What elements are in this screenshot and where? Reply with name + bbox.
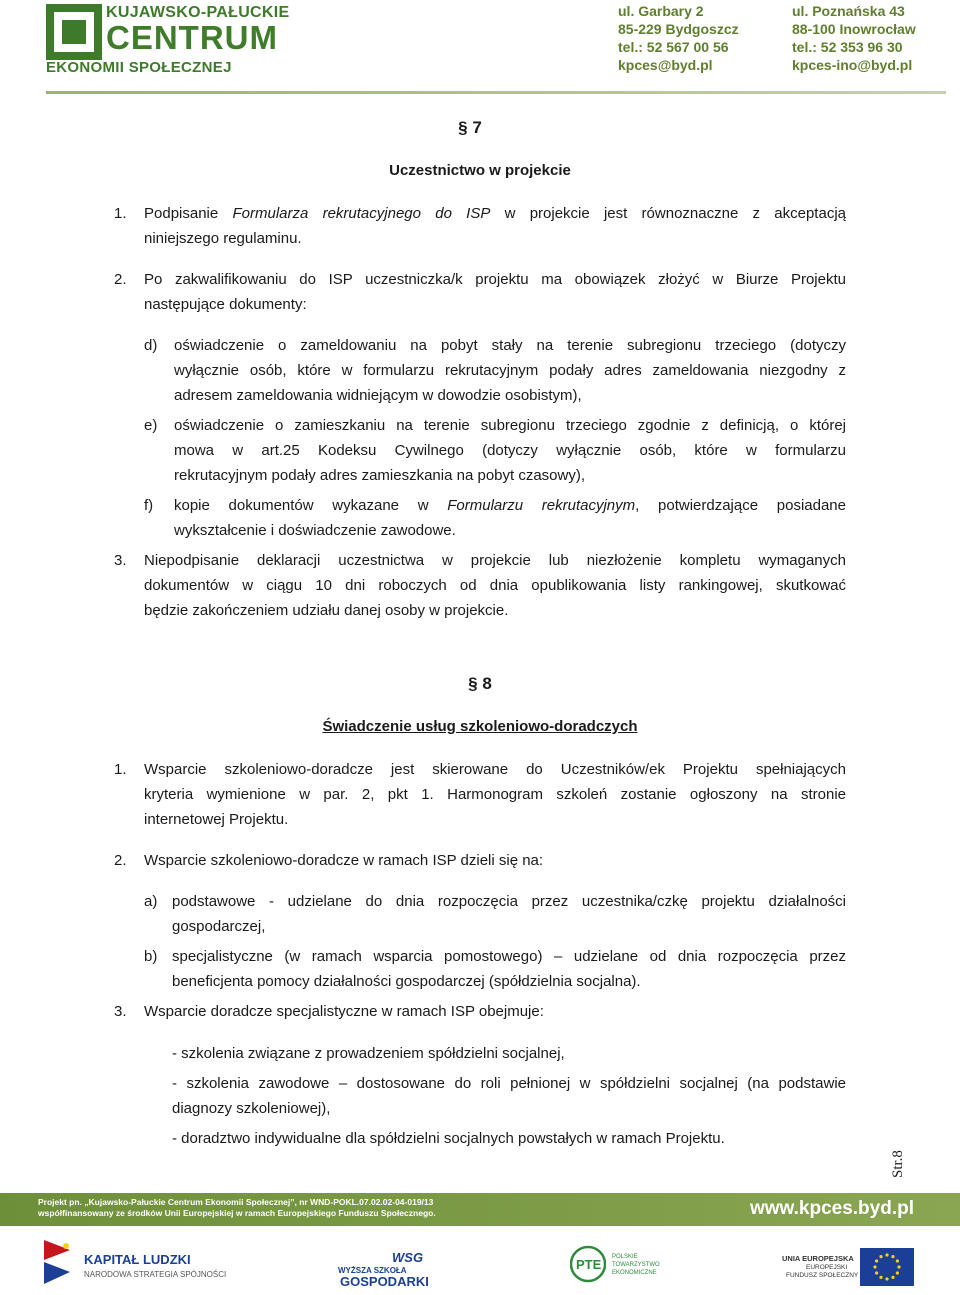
paragraph-line: kryteria wymienione w par. 2, pkt 1. Harmonogram szkoleń zostanie ogłoszony na stronie — [144, 786, 846, 803]
section-7-mark: § 7 — [458, 118, 482, 137]
list-letter: f) — [144, 497, 154, 514]
paragraph-line: specjalistyczne (w ramach wsparcia pomostowego) – udzielane od dnia rozpoczęcia przez — [172, 948, 846, 965]
eu-star-icon — [873, 1265, 876, 1268]
logo-line-1: KUJAWSKO-PAŁUCKIE — [106, 4, 290, 21]
list-item: diagnozy szkoleniowej), — [172, 1100, 331, 1117]
paragraph-line: mowa w art.25 Kodeksu Cywilnego (dotyczy wyłącznie osób, które w formularzu — [174, 442, 846, 459]
email-link[interactable]: kpces@byd.pl — [618, 57, 713, 73]
paragraph-line: następujące dokumenty: — [144, 296, 307, 313]
pte-mark: PTE — [576, 1257, 602, 1272]
eu-star-icon — [891, 1276, 894, 1279]
eu-star-icon — [879, 1276, 882, 1279]
section-8-mark: § 8 — [468, 674, 492, 693]
logo-line-3: EKONOMII SPOŁECZNEJ — [46, 59, 232, 76]
wsg-line-2: GOSPODARKI — [340, 1274, 429, 1289]
footer-project-info — [38, 1197, 436, 1219]
list-item: - szkolenia zawodowe – dostosowane do roli pełnionej w spółdzielni socjalnej (na podstawie — [172, 1075, 846, 1092]
eu-star-icon — [885, 1253, 888, 1256]
eu-star-icon — [875, 1271, 878, 1274]
paragraph-line: oświadczenie o zamieszkaniu na terenie subregionu trzeciego zgodnie z definicją, o której — [174, 417, 846, 434]
paragraph-line: gospodarczej, — [172, 918, 266, 935]
logo-line-2: CENTRUM — [106, 19, 278, 56]
list-letter: b) — [144, 948, 158, 965]
address-line: ul. Garbary 2 — [618, 3, 704, 19]
paragraph-line: dokumentów w ciągu 10 dni roboczych od dnia opublikowania listy rankingowej, skutkować — [144, 577, 846, 594]
kpces-logo-icon — [46, 4, 102, 60]
address-line: 85-229 Bydgoszcz — [618, 21, 739, 37]
list-number: 3. — [114, 1003, 127, 1020]
eu-star-icon — [896, 1271, 899, 1274]
eu-line-2: EUROPEJSKI — [806, 1264, 848, 1271]
paragraph-line: wyłącznie osób, które w formularzu rekrutacyjnym podały adres zameldowania niezgodny z — [174, 362, 846, 379]
pte-line-1: POLSKIE — [612, 1254, 638, 1260]
wsg-line-1: WYŻSZA SZKOŁA — [338, 1266, 407, 1275]
email-link[interactable]: kpces-ino@byd.pl — [792, 57, 913, 73]
page-number: Str.8 — [890, 1150, 906, 1178]
section-7-title: Uczestnictwo w projekcie — [389, 162, 571, 179]
paragraph-line: Po zakwalifikowaniu do ISP uczestniczka/k projektu ma obowiązek złożyć w Biurze Projektu — [144, 271, 846, 288]
eu-line-1: UNIA EUROPEJSKA — [782, 1254, 854, 1263]
header-divider — [46, 91, 946, 94]
eu-line-3: FUNDUSZ SPOŁECZNY — [786, 1272, 859, 1279]
list-letter: a) — [144, 893, 158, 910]
kl-title: KAPITAŁ LUDZKI — [84, 1252, 191, 1267]
footer-website-link[interactable]: www.kpces.byd.pl — [749, 1198, 914, 1219]
pte-line-2: TOWARZYSTWO — [612, 1262, 660, 1268]
address-line: 88-100 Inowrocław — [792, 21, 916, 37]
wsg-mark: WSG — [392, 1250, 424, 1265]
kl-subtitle: NARODOWA STRATEGIA SPÓJNOŚCI — [84, 1270, 227, 1279]
list-number: 2. — [114, 852, 127, 869]
footer-line: współfinansowany ze środków Unii Europejskiej w ramach Europejskiego Funduszu Społecznego. — [38, 1208, 436, 1218]
paragraph-line: niniejszego regulaminu. — [144, 230, 302, 247]
section-8-title: Świadczenie usług szkoleniowo-doradczych — [322, 718, 638, 735]
list-number: 1. — [114, 205, 127, 222]
eu-star-icon — [891, 1255, 894, 1258]
paragraph-line: beneficjenta pomocy działalności gospodarczej (spółdzielnia socjalna). — [172, 973, 641, 990]
list-letter: d) — [144, 337, 158, 354]
paragraph-line: Podpisanie Formularza rekrutacyjnego do ISP w projekcie jest równoznaczne z akceptacją — [144, 205, 846, 222]
eu-flag-icon — [860, 1248, 914, 1286]
eu-star-icon — [885, 1277, 888, 1280]
paragraph-line: oświadczenie o zameldowaniu na pobyt stały na terenie subregionu trzeciego (dotyczy — [174, 337, 846, 354]
eu-star-icon — [875, 1259, 878, 1262]
paragraph-line: Niepodpisanie deklaracji uczestnictwa w projekcie lub niezłożenie kompletu wymaganych — [144, 552, 846, 569]
address-bydgoszcz — [618, 2, 739, 74]
paragraph-line: podstawowe - udzielane do dnia rozpoczęcia przez uczestnika/czkę projektu działalności — [172, 893, 846, 910]
footer-line: Projekt pn. „Kujawsko-Pałuckie Centrum Ekonomii Społecznej”, nr WND-POKL.07.02.02-04-019/13 — [38, 1197, 434, 1207]
list-item: - szkolenia związane z prowadzeniem spółdzielni socjalnej, — [172, 1045, 565, 1062]
list-number: 3. — [114, 552, 127, 569]
paragraph-line: Wsparcie szkoleniowo-doradcze jest skierowane do Uczestników/ek Projektu spełniających — [144, 761, 846, 778]
kpces-logo-text — [106, 4, 336, 54]
kapital-ludzki-icon — [40, 1238, 76, 1286]
address-line: tel.: 52 567 00 56 — [618, 39, 729, 55]
eu-star-icon — [879, 1255, 882, 1258]
list-number: 1. — [114, 761, 127, 778]
paragraph-line: kopie dokumentów wykazane w Formularzu rekrutacyjnym, potwierdzające posiadane — [174, 497, 846, 514]
paragraph-line: Wsparcie doradcze specjalistyczne w ramach ISP obejmuje: — [144, 1003, 544, 1020]
paragraph-line: będzie zakończeniem udziału danej osoby w projekcie. — [144, 602, 509, 619]
paragraph-line: adresem zameldowania widniejącym w dowodzie osobistym), — [174, 387, 582, 404]
paragraph-line: wykształcenie i doświadczenie zawodowe. — [174, 522, 456, 539]
pte-line-3: EKONOMICZNE — [612, 1270, 657, 1276]
eu-star-icon — [896, 1259, 899, 1262]
address-inowroclaw — [792, 2, 916, 74]
address-line: ul. Poznańska 43 — [792, 3, 905, 19]
paragraph-line: rekrutacyjnym podały adres zamieszkania na pobyt czasowy), — [174, 467, 586, 484]
paragraph-line: internetowej Projektu. — [144, 811, 289, 828]
list-number: 2. — [114, 271, 127, 288]
list-item: - doradztwo indywidualne dla spółdzielni socjalnych powstałych w ramach Projektu. — [172, 1130, 725, 1147]
list-letter: e) — [144, 417, 158, 434]
paragraph-line: Wsparcie szkoleniowo-doradcze w ramach ISP dzieli się na: — [144, 852, 544, 869]
address-line: tel.: 52 353 96 30 — [792, 39, 903, 55]
eu-star-icon — [897, 1265, 900, 1268]
